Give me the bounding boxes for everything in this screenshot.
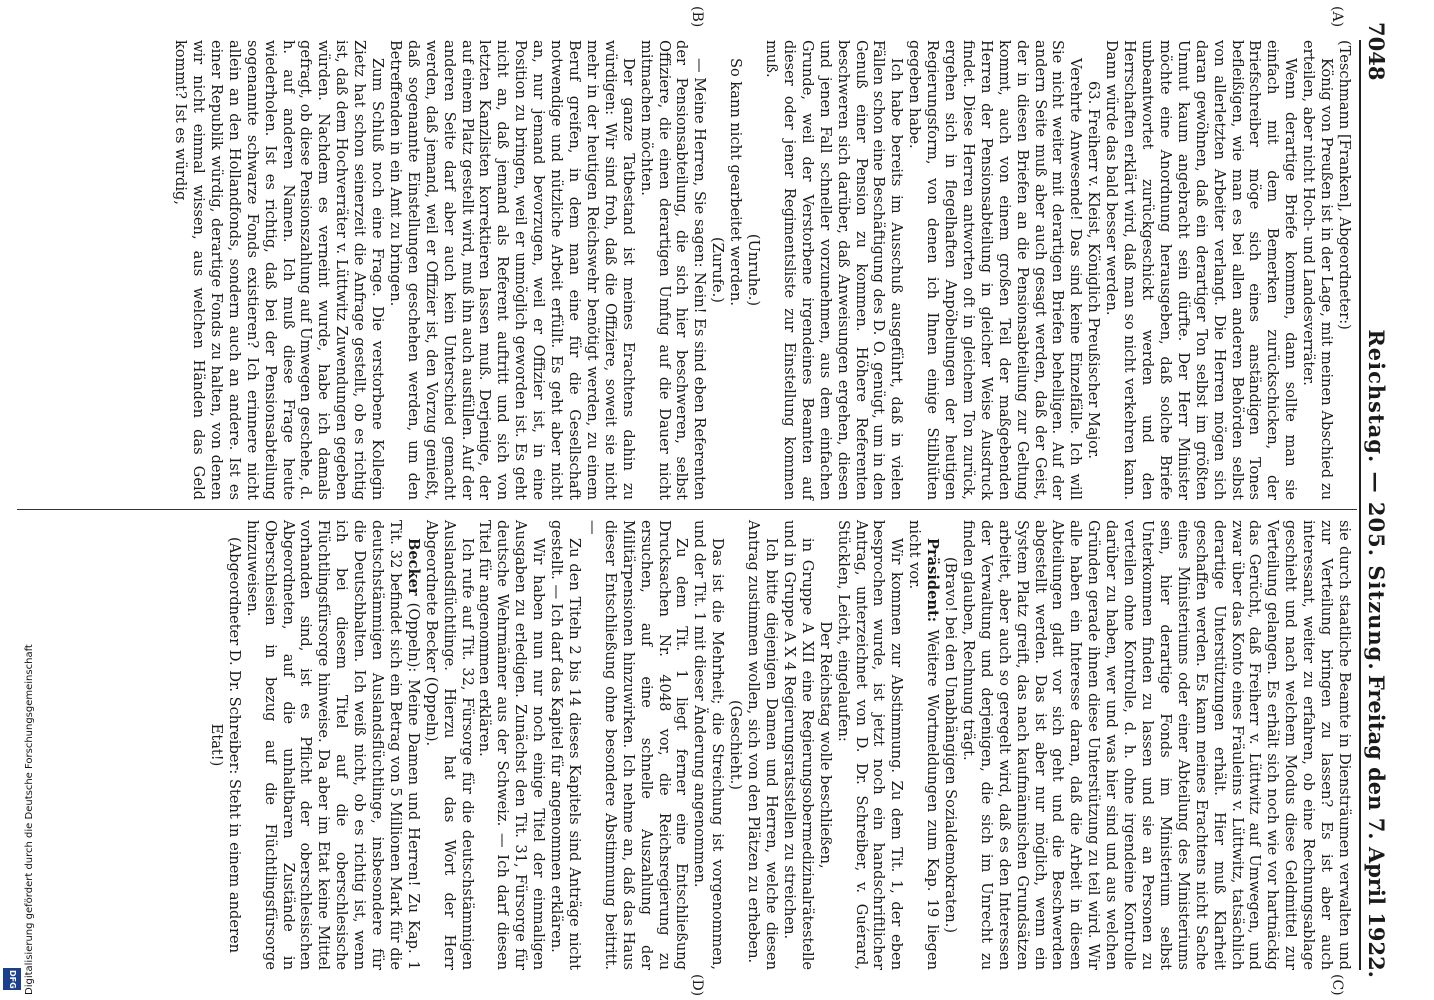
- header-rule: [1359, 40, 1361, 970]
- paragraph: Zum Schluß noch eine Frage. Die verstorbene Kollegin Zietz hat schon seinerzeit die Anfrage gestellt, ob es richtig ist, daß dem Hochverräter v. Lüttwitz Zuwendungen gegeben würden. Nachdem es verneint wurde, habe ich damals gefragt, ob diese Pensionszahlung auf Umwegen geschehe, d. h. auf anderen Namen. Ich muß diese Frage heute wiederholen. Ist es richtig, daß bei der Pensionsabteilung sogenannte schwarze Fonds existieren? Ich erinnere nicht allein an den Hollandfonds, sondern auch an andere. Ist es einer Republik würdig, derartige Fonds zu halten, von denen wir nicht einmal wissen, aus welchen Händen das Geld kommt? Ist es würdig,: [172, 40, 387, 500]
- interjection: (Bravo! bei den Unabhängigen Sozialdemokraten.): [942, 556, 960, 934]
- paragraph: Zu dem Tit. 1 liegt ferner eine Entschließung Drucksachen Nr. 4048 vor, die Reichsregierung zu ersuchen, auf eine schnelle Auszahlung der Militärpensionen hinzuwirken. Ich nehme an, daß das Haus dieser Entschließung ohne besondere Abstimmung beitritt. —: [583, 520, 691, 970]
- paragraph: sie durch staatliche Beamte in Diensträumen verwalten und zur Verteilung bringen zu lassen? Es ist aber auch interessant, weiter zu erfahren, ob eine Rechnungsablage geschieht und nach welchem Modus diese Geldmittel zur Verteilung gelangen. Es erhält sich noch wie vor hartnäckig das Gerücht, daß Freiherr v. Lüttwitz auf Umwegen, und zwar über das Konto eines Fräuleins v. Lüttwitz, tatsächlich derartige Unterstützungen erhält. Hier muß Klarheit geschaffen werden. Es kann meines Erachtens nicht Sache eines Ministeriums oder einer Abteilung des Ministeriums sein, hier derartige Fonds im Ministerium selbst Unterkommen finden zu lassen und sie an Personen zu verteilen ohne Kontrolle, d. h. ohne irgendeine Kontrolle darüber zu haben, wer und was hier sind und aus welchen Gründen gerade ihnen diese Unterstützung zu teil wird. Wir alle haben ein Interesse daran, daß die Arbeit in diesen Abteilungen glatt vor sich geht und die Beschwerden abgestellt werden. Das ist aber nur möglich, wenn ein System Platz greift, das nach kaufmännischen Grundsätzen arbeitet, aber auch so geregelt wird, daß es den Interessen der Verwaltung und derjenigen, die sich im Unrecht zu finden glauben, Rechnung trägt.: [959, 520, 1353, 970]
- paragraph: Verehrte Anwesende! Das sind keine Einzelfälle. Ich will Sie nicht weiter mit derartigen Briefen behelligen. Auf der andern Seite muß aber auch gesagt werden, daß der Geist, der in diesen Briefen an die Pensionsabteilung zur Geltung kommt, auch von einem großen Teil der maßgebenden Herren der Pensionsabteilung in gleicher Weise Ausdruck findet. Diese Herren antworten oft in gleichem Ton zurück, ergehen sich in flegelhaften Anpöbelungen der heutigen Regierungsform, von denen ich Ihnen einige Stilblüten gegeben habe.: [906, 40, 1085, 500]
- speaker-label: Präsident:: [924, 538, 942, 623]
- paragraph: Wir kommen zur Abstimmung. Zu dem Tit. 1, der eben besprochen wurde, ist jetzt noch ein handschriftlicher Antrag, unterzeichnet von D. Dr. Schreiber, v. Guérard, Stücklen, Leicht, eingelaufen:: [834, 520, 906, 970]
- paragraph: König von Preußen ist in der Lage, mit meinen Abschied zu erteilen, aber nicht Hoch- und Landesverräter.: [1300, 40, 1336, 500]
- session-title: Reichstag. — 205. Sitzung.: [1364, 329, 1389, 671]
- interjection: (Zurufe.): [709, 237, 727, 303]
- margin-mark-a: (A): [1329, 6, 1345, 28]
- column-divider: [17, 509, 1357, 510]
- paragraph: Ich bitte diejenigen Damen und Herren, welche diesen Antrag zustimmen wollen, sich von den Plätzen zu erheben.: [745, 520, 780, 970]
- margin-mark-b: (B): [689, 6, 705, 28]
- interjection: (Unruhe.): [745, 233, 763, 307]
- interjection: (Abgeordneter D. Dr. Schreiber: Steht in einem anderen Etat!): [207, 537, 243, 953]
- paragraph: Ich habe bereits im Ausschuß ausgeführt, daß in vielen Fällen schon eine Beschäftigung des D. O. genügt, um in den Genuß einer Pension zu kommen. Höhere Referenten beschweren sich darüber, daß Anweisungen ergehen, diesen und jenen Fall schneller vorzunehmen, aus dem einfachen Grunde, weil der Verstorbene irgendeines Beamten auf dieser oder jener Regimentsliste zur Einstellung kommen muß.: [763, 40, 906, 500]
- left-column: [171, 40, 1353, 500]
- paragraph: in Gruppe A XII eine Regierungsobermedizinalrätestelle und in Gruppe A X 4 Regierungsratsstellen zu streichen.: [780, 520, 816, 970]
- funding-credit: Digitalisierung gefördert durch die Deutsche Forschungsgemeinschaft: [24, 644, 35, 995]
- paragraph: — Meine Herren, Sie sagen: Nein! Es sind eben Referenten der Pensionsabteilung, die sich hier beschweren, selbst Offiziere, die einen derartigen Umfug auf die Dauer nicht mitmachen möchten.: [637, 40, 709, 500]
- speaker-label: Becker: [404, 538, 422, 596]
- session-date: Freitag den 7. April 1922.: [1364, 674, 1389, 978]
- paragraph: [905, 520, 941, 970]
- paragraph: Wir haben nun nur noch einige Titel der einmaligen Ausgaben zu erledigen. Zunächst den Tit. 31, Fürsorge für deutsche Wehrmänner aus der Schweiz. — Ich darf diesen Titel für angenommen erklären.: [476, 520, 548, 970]
- right-column: [207, 520, 1353, 970]
- paragraph: Das ist die Mehrheit; die Streichung ist vorgenommen, und der Tit. 1 mit dieser Änderung angenommen.: [691, 520, 727, 970]
- digitization-footer: [0, 0, 35, 1000]
- paragraph: So kann nicht gearbeitet werden.: [727, 58, 745, 306]
- speaker-heading: 63. Freiherr v. Kleist, Königlich Preußischer Major.: [1085, 81, 1103, 459]
- paragraph: [243, 520, 422, 970]
- margin-mark-d: (D): [689, 974, 705, 997]
- speaker-intro: (Teschmann [Franken], Abgeordneter:): [1336, 40, 1353, 330]
- paragraph: Zu den Titeln 2 bis 14 dieses Kapitels sind Anträge nicht gestellt. — Ich darf das Kapitel für angenommen erklären.: [548, 520, 584, 970]
- paragraph-text: (Oppeln): Meine Damen und Herren! Zu Kap. 1 Tit. 32 befindet sich ein Betrag von 5 Millionen Mark für die deutschstämmigen Auslandsflüchtlinge, insbesondere für die Deutschbalten. Ich weiß nicht, ob es richtig ist, wenn ich bei diesem Titel auf die oberschlesische Flüchtlingsfürsorge hinweise. Da aber im Etat keine Mittel vorhanden sind, ist es Pflicht der oberschlesischen Abgeordneten, auf die unhaltbaren Zustände in Oberschlesien in bezug auf die Flüchtlingsfürsorge hinzuweisen.: [243, 520, 422, 971]
- interjection: (Geschieht.): [727, 700, 745, 790]
- dfg-logo: DFG: [3, 968, 21, 990]
- paragraph: Der Reichstag wolle beschließen,: [816, 621, 834, 869]
- page-header: [1357, 22, 1393, 978]
- paragraph: Wenn derartige Briefe kommen, dann sollte man sie einfach mit dem Bemerken zurückschicken, der Briefschreiber möge sich eines anständigen Tones befleißigen, wie man es bei allen anderen Behörden selbst von allerletzten Arbeiter verlangt. Die Herren mögen sich daran gewöhnen, daß ein derartiger Ton selbst im größten Unmut kaum angebracht sein dürfte. Der Herr Minister möchte eine Anordnung herausgeben, daß solche Briefe unbeantwortet zurückgeschickt werden und den Herrschaften erklärt wird, daß man so nicht verkehren kann. Dann würde das bald besser werden.: [1103, 40, 1300, 500]
- margin-mark-c: (C): [1329, 974, 1345, 996]
- paragraph-text: Weitere Wortmeldungen zum Kap. 19 liegen nicht vor.: [906, 520, 942, 970]
- paragraph: Der ganze Tatbestand ist meines Erachtens dahin zu würdigen: Wir sind froh, daß die Offiziere, soweit sie nicht mehr in der heutigen Reichswehr benötigt werden, zu einem Beruf greifen, in dem man eine für die Gesellschaft notwendige und nützliche Arbeit erfüllt. Es geht aber nicht an, nur jemand bevorzugen, weil er Offizier ist, in eine Position zu bringen, weil er unmöglich geworden ist. Es geht nicht an, daß jemand als Referent auftritt und sich von letzten Kanzlisten korrektieren lassen muß. Derjenige, der auf einem Platz gestellt wird, muß ihn auch ausfüllen. Auf der anderen Seite darf aber auch kein Unterschied gemacht werden, daß jemand, weil er Offizier ist, den Vorzug genießt, daß sogenannte Einstellungen geschehen werden, um den Betreffenden in ein Amt zu bringen.: [386, 40, 637, 500]
- page-number: 7048: [1364, 22, 1389, 81]
- paragraph: Ich rufe auf Tit. 32, Fürsorge für die deutschstämmigen Auslandsflüchtlinge. Hierzu hat das Wort der Herr Abgeordnete Becker (Oppeln).: [422, 520, 476, 970]
